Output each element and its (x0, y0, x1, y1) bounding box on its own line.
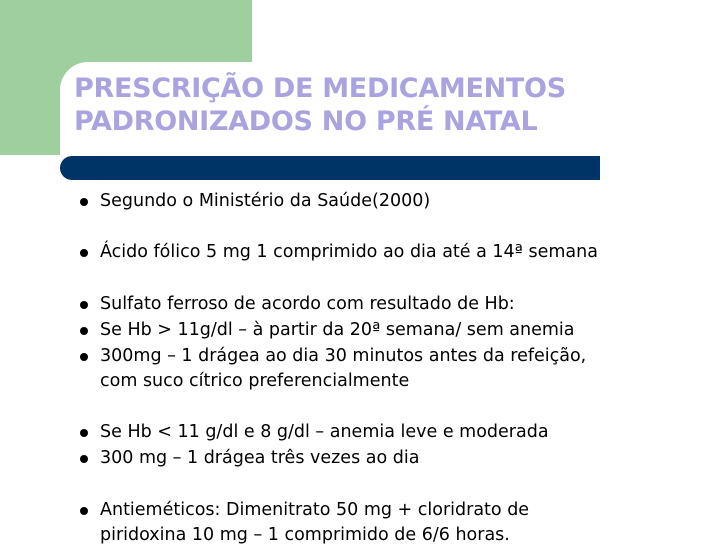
bullet-text-line: 300 mg – 1 drágea três vezes ao dia (100, 448, 420, 468)
bullet-text-line: Sulfato ferroso de acordo com resultado de Hb: (100, 294, 515, 314)
slide-title-line-2: PADRONIZADOS NO PRÉ NATAL (74, 106, 538, 137)
bullet-text (100, 420, 549, 445)
bullet-text (100, 498, 529, 548)
bullet-text-line: Se Hb > 11g/dl – à partir da 20ª semana/ sem anemia (100, 320, 575, 340)
bullet-text-line: Antieméticos: Dimenitrato 50 mg + cloridrato de (100, 500, 530, 520)
bullet-text (100, 292, 515, 317)
bullet-dot-icon (80, 327, 88, 335)
bullet-text (100, 446, 419, 471)
bullet-text-line: 300mg – 1 drágea ao dia 30 minutos antes da refeição, (100, 346, 587, 366)
bullet-text (100, 240, 598, 265)
bullet-text-line: piridoxina 10 mg – 1 comprimido de 6/6 horas. (100, 525, 510, 545)
bullet-dot-icon (80, 455, 88, 463)
bullet-dot-icon (80, 507, 88, 515)
bullet-text-line: com suco cítrico preferencialmente (100, 371, 410, 391)
bullet-text (100, 318, 575, 343)
bullet-dot-icon (80, 429, 88, 437)
bullet-dot-icon (80, 249, 88, 257)
bullet-text-line: Se Hb < 11 g/dl e 8 g/dl – anemia leve e moderada (100, 422, 549, 442)
bullet-text (100, 344, 586, 394)
bullet-text (100, 189, 430, 214)
bullet-text-line: Segundo o Ministério da Saúde(2000) (100, 191, 431, 211)
bullet-dot-icon (80, 301, 88, 309)
bullet-text-line: Ácido fólico 5 mg 1 comprimido ao dia até a 14ª semana (100, 242, 598, 262)
bullet-dot-icon (80, 353, 88, 361)
slide-title-line-1: PRESCRIÇÃO DE MEDICAMENTOS (74, 73, 566, 104)
bullet-dot-icon (80, 198, 88, 206)
